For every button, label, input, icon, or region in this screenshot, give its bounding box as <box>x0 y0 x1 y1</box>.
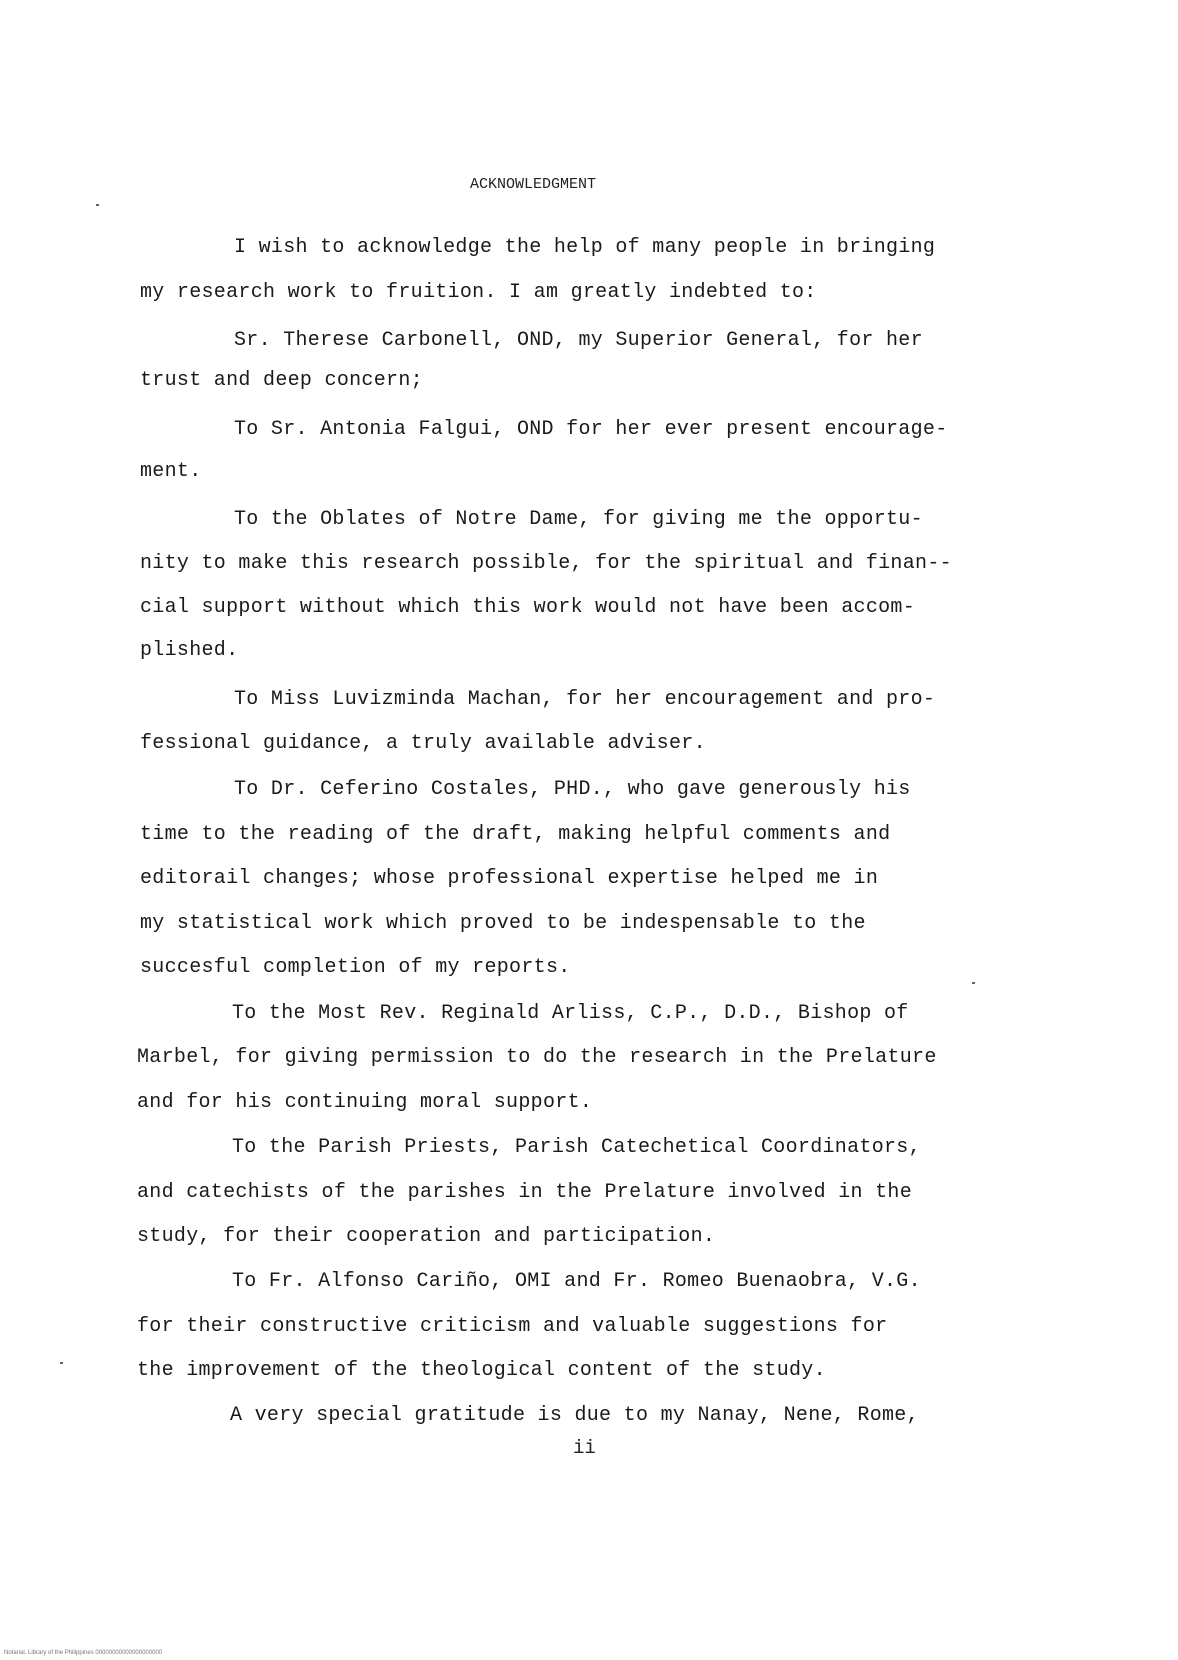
text-line: To the Parish Priests, Parish Catechetical Coordinators, <box>232 1136 921 1159</box>
text-line: plished. <box>140 639 239 662</box>
scan-speck <box>972 982 975 984</box>
text-line: succesful completion of my reports. <box>140 956 571 979</box>
text-line: and catechists of the parishes in the Prelature involved in the <box>137 1181 913 1204</box>
text-line: To Miss Luvizminda Machan, for her encouragement and pro- <box>234 688 936 711</box>
text-line: trust and deep concern; <box>140 369 423 392</box>
text-line: I wish to acknowledge the help of many people in bringing <box>234 236 936 259</box>
text-line: A very special gratitude is due to my Nanay, Nene, Rome, <box>230 1404 919 1427</box>
text-line: my statistical work which proved to be indespensable to the <box>140 912 866 935</box>
text-line: and for his continuing moral support. <box>137 1091 593 1114</box>
text-line: nity to make this research possible, for the spiritual and finan-- <box>140 552 952 575</box>
text-line: for their constructive criticism and valuable suggestions for <box>137 1315 888 1338</box>
text-line: To Fr. Alfonso Cariño, OMI and Fr. Romeo Buenaobra, V.G. <box>232 1270 921 1293</box>
text-line: my research work to fruition. I am greatly indebted to: <box>140 281 817 304</box>
scan-footer-note: Notarial, Library of the Philippines 00000000000000000000 <box>4 1650 163 1656</box>
page-number: ii <box>573 1437 596 1459</box>
text-line: editorail changes; whose professional expertise helped me in <box>140 867 879 890</box>
text-line: To Sr. Antonia Falgui, OND for her ever present encourage- <box>234 418 948 441</box>
scan-speck <box>60 1362 63 1364</box>
text-line: fessional guidance, a truly available adviser. <box>140 732 706 755</box>
scan-speck <box>96 204 99 206</box>
text-line: Sr. Therese Carbonell, OND, my Superior General, for her <box>234 329 923 352</box>
text-line: Marbel, for giving permission to do the research in the Prelature <box>137 1046 937 1069</box>
text-line: time to the reading of the draft, making helpful comments and <box>140 823 891 846</box>
text-line: To Dr. Ceferino Costales, PHD., who gave generously his <box>234 778 911 801</box>
text-line: ment. <box>140 460 202 483</box>
text-line: To the Oblates of Notre Dame, for giving me the opportu- <box>234 508 923 531</box>
page-title: ACKNOWLEDGMENT <box>470 176 597 193</box>
text-line: To the Most Rev. Reginald Arliss, C.P., D.D., Bishop of <box>232 1002 909 1025</box>
text-line: study, for their cooperation and participation. <box>137 1225 716 1248</box>
text-line: cial support without which this work would not have been accom- <box>140 596 916 619</box>
text-line: the improvement of the theological content of the study. <box>137 1359 826 1382</box>
